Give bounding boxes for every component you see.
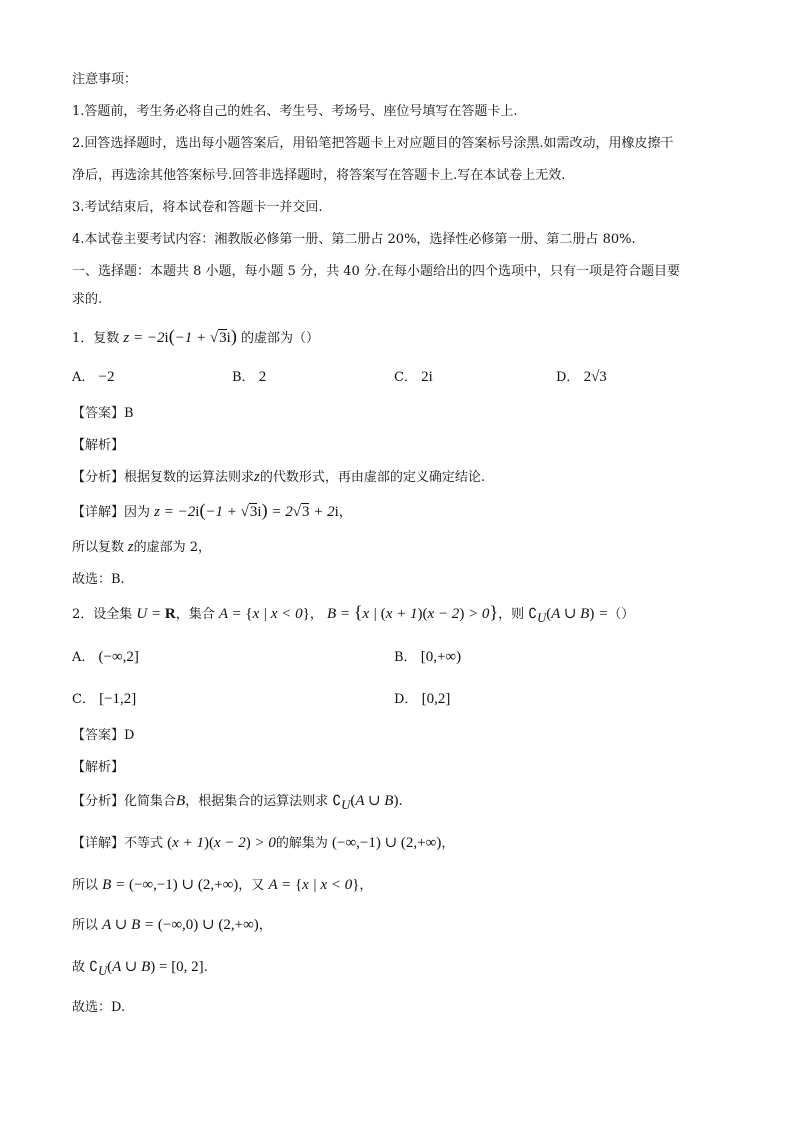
q2-so1-a: 所以 — [72, 878, 99, 893]
q2-option-a-value: (−∞,2] — [98, 649, 139, 665]
q1-detail-formula: z = −2i(−1 + √3i) = 2√3 + 2i — [154, 500, 339, 520]
q1-option-b-value: 2 — [258, 369, 267, 385]
section-heading: 一、选择题：本题共 8 小题，每小题 5 分，共 40 分.在每小题给出的四个选项中，只有一项是符合题目要 — [72, 264, 681, 279]
q2-detail-ineq: (x + 1)(x − 2) > 0 — [167, 835, 276, 851]
q2-set-b: B = {x | (x + 1)(x − 2) > 0} — [327, 602, 499, 622]
q2-so2-union: A ∪ B = (−∞,0) ∪ (2,+∞) — [102, 917, 259, 933]
q2-so3-result: $∁_U(A$ ∪ B) = [0, 2] — [89, 959, 204, 978]
q2-analysis-var: B — [176, 793, 186, 809]
q2-answer — [72, 724, 134, 743]
q1-option-c — [394, 366, 433, 386]
q2-analysis: 【分析】化简集合B，根据集合的运算法则求 $∁_U(A$ ∪ B). — [72, 793, 403, 812]
notes-item-2: 2.回答选择题时，选出每小题答案后，用铅笔把答题卡上对应题目的答案标号涂黑.如需改动，用橡皮擦干 — [72, 136, 674, 151]
q1-answer-value: B — [124, 406, 134, 421]
q2-choose: 故选：D. — [72, 1000, 126, 1015]
q2-so1-set-b: B = (−∞,−1) ∪ (2,+∞) — [102, 877, 239, 893]
q1-detail-tag: 【详解】 — [72, 505, 125, 520]
q1-answer — [72, 402, 134, 421]
q1-option-d — [556, 366, 607, 386]
q1-prefix: 1．复数 — [72, 331, 120, 346]
q2-so3: 故 $∁_U(A$ ∪ B) = [0, 2]. — [72, 959, 208, 978]
q2-so1-b: ，又 — [238, 878, 265, 893]
q1-analysis — [72, 466, 485, 486]
q2-analysis-label: 【解析】 — [72, 760, 125, 775]
q2-then: ，则 — [498, 607, 525, 622]
q2-answer-tag: 【答案】 — [72, 728, 125, 743]
q2-end: （） — [608, 607, 635, 622]
q2-detail-solution: (−∞,−1) ∪ (2,+∞) — [332, 835, 442, 851]
q1-analysis-tag: 【分析】 — [72, 470, 125, 485]
q1-conclusion-var: z — [124, 539, 134, 555]
q1-analysis-text-b: 的代数形式，再由虚部的定义确定结论. — [259, 470, 486, 485]
q1-option-a-value: −2 — [98, 369, 115, 385]
q2-set-a-label: ，集合 — [175, 607, 215, 622]
q2-analysis-text-b: ，根据集合的运算法则求 — [185, 794, 329, 809]
q1-option-c-label: C． — [394, 370, 417, 385]
q2-answer-value: D — [124, 728, 135, 743]
q1-option-d-label: D． — [556, 370, 580, 385]
q1-conclusion-a: 所以复数 — [72, 540, 125, 555]
q1-formula: z = −2i(−1 + √3i) — [123, 326, 237, 346]
q2-option-c — [72, 688, 136, 708]
q1-detail: 【详解】因为 z = −2i(−1 + √3i) = 2√3 + 2i， — [72, 500, 352, 520]
q2-so2: 所以 A ∪ B = (−∞,0) ∪ (2,+∞)， — [72, 917, 272, 933]
q1-analysis-text-a: 根据复数的运算法则求 — [124, 470, 255, 485]
q2-option-a-label: A． — [72, 650, 95, 665]
q2-option-d-value: [0,2] — [421, 691, 451, 707]
notes-title: 注意事项： — [72, 72, 138, 87]
q2-option-a — [72, 646, 139, 666]
notes-item-4: 4.本试卷主要考试内容：湘教版必修第一册、第二册占 20%，选择性必修第一册、第二册占 80%. — [72, 232, 636, 247]
q2-prefix: 2．设全集 — [72, 607, 133, 622]
q2-expr: $∁_U(A$ ∪ B) = — [528, 606, 609, 625]
q1-option-a — [72, 366, 115, 386]
q2-detail-a: 不等式 — [124, 836, 164, 851]
notes-item-3: 3.考试结束后，将本试卷和答题卡一并交回. — [72, 200, 323, 215]
q1-stem — [72, 326, 319, 347]
q2-so2-a: 所以 — [72, 918, 99, 933]
q1-analysis-label: 【解析】 — [72, 438, 125, 453]
q2-analysis-expr: $∁_U(A$ ∪ B) — [332, 793, 399, 812]
q2-option-c-label: C． — [72, 692, 95, 707]
q1-analysis-var: z — [254, 469, 260, 485]
q2-universe: U = R — [136, 606, 176, 622]
q2-option-d-label: D． — [394, 692, 418, 707]
notes-item-2-cont: 净后，再选涂其他答案标号.回答非选择题时，将答案写在答题卡上.写在本试卷上无效. — [72, 168, 566, 183]
q2-option-c-value: [−1,2] — [99, 691, 137, 707]
q2-analysis-text-a: 化简集合 — [124, 794, 177, 809]
q1-option-b — [232, 366, 266, 386]
q1-option-c-value: 2i — [421, 369, 433, 385]
q1-option-b-label: B． — [232, 370, 255, 385]
q1-choose: 故选：B. — [72, 572, 125, 587]
q2-detail-tag: 【详解】 — [72, 836, 125, 851]
q1-suffix: 的虚部为（） — [240, 331, 319, 346]
q2-option-b — [394, 646, 461, 666]
q2-option-b-value: [0,+∞) — [420, 649, 462, 665]
q1-detail-prefix: 因为 — [124, 505, 151, 520]
q1-conclusion-b: 的虚部为 2， — [133, 540, 212, 555]
q2-analysis-tag: 【分析】 — [72, 794, 125, 809]
q2-so1: 所以 B = (−∞,−1) ∪ (2,+∞)，又 A = {x | x < 0}， — [72, 877, 373, 893]
q1-option-d-value: 2√3 — [583, 369, 607, 385]
q2-stem: 2．设全集 U = R，集合 A = {x | x < 0}， B = {x | (x + 1)(x − 2) > 0}，则 $∁_U(A$ ∪ B) =（） — [72, 602, 635, 625]
q1-conclusion — [72, 536, 211, 556]
q1-answer-tag: 【答案】 — [72, 406, 125, 421]
notes-item-1: 1.答题前，考生务必将自己的姓名、考生号、考场号、座位号填写在答题卡上. — [72, 104, 518, 119]
q2-so3-a: 故 — [72, 960, 86, 975]
q2-option-d — [394, 688, 450, 708]
q1-option-a-label: A． — [72, 370, 95, 385]
q2-so1-set-a: A = {x | x < 0} — [268, 877, 360, 893]
q2-detail: 【详解】不等式 (x + 1)(x − 2) > 0的解集为 (−∞,−1) ∪ (2,+∞)， — [72, 835, 455, 851]
q2-detail-b: 的解集为 — [275, 836, 328, 851]
q2-set-a: A = {x | x < 0} — [218, 606, 310, 622]
section-heading-cont: 求的. — [72, 292, 103, 307]
q2-option-b-label: B． — [394, 650, 417, 665]
